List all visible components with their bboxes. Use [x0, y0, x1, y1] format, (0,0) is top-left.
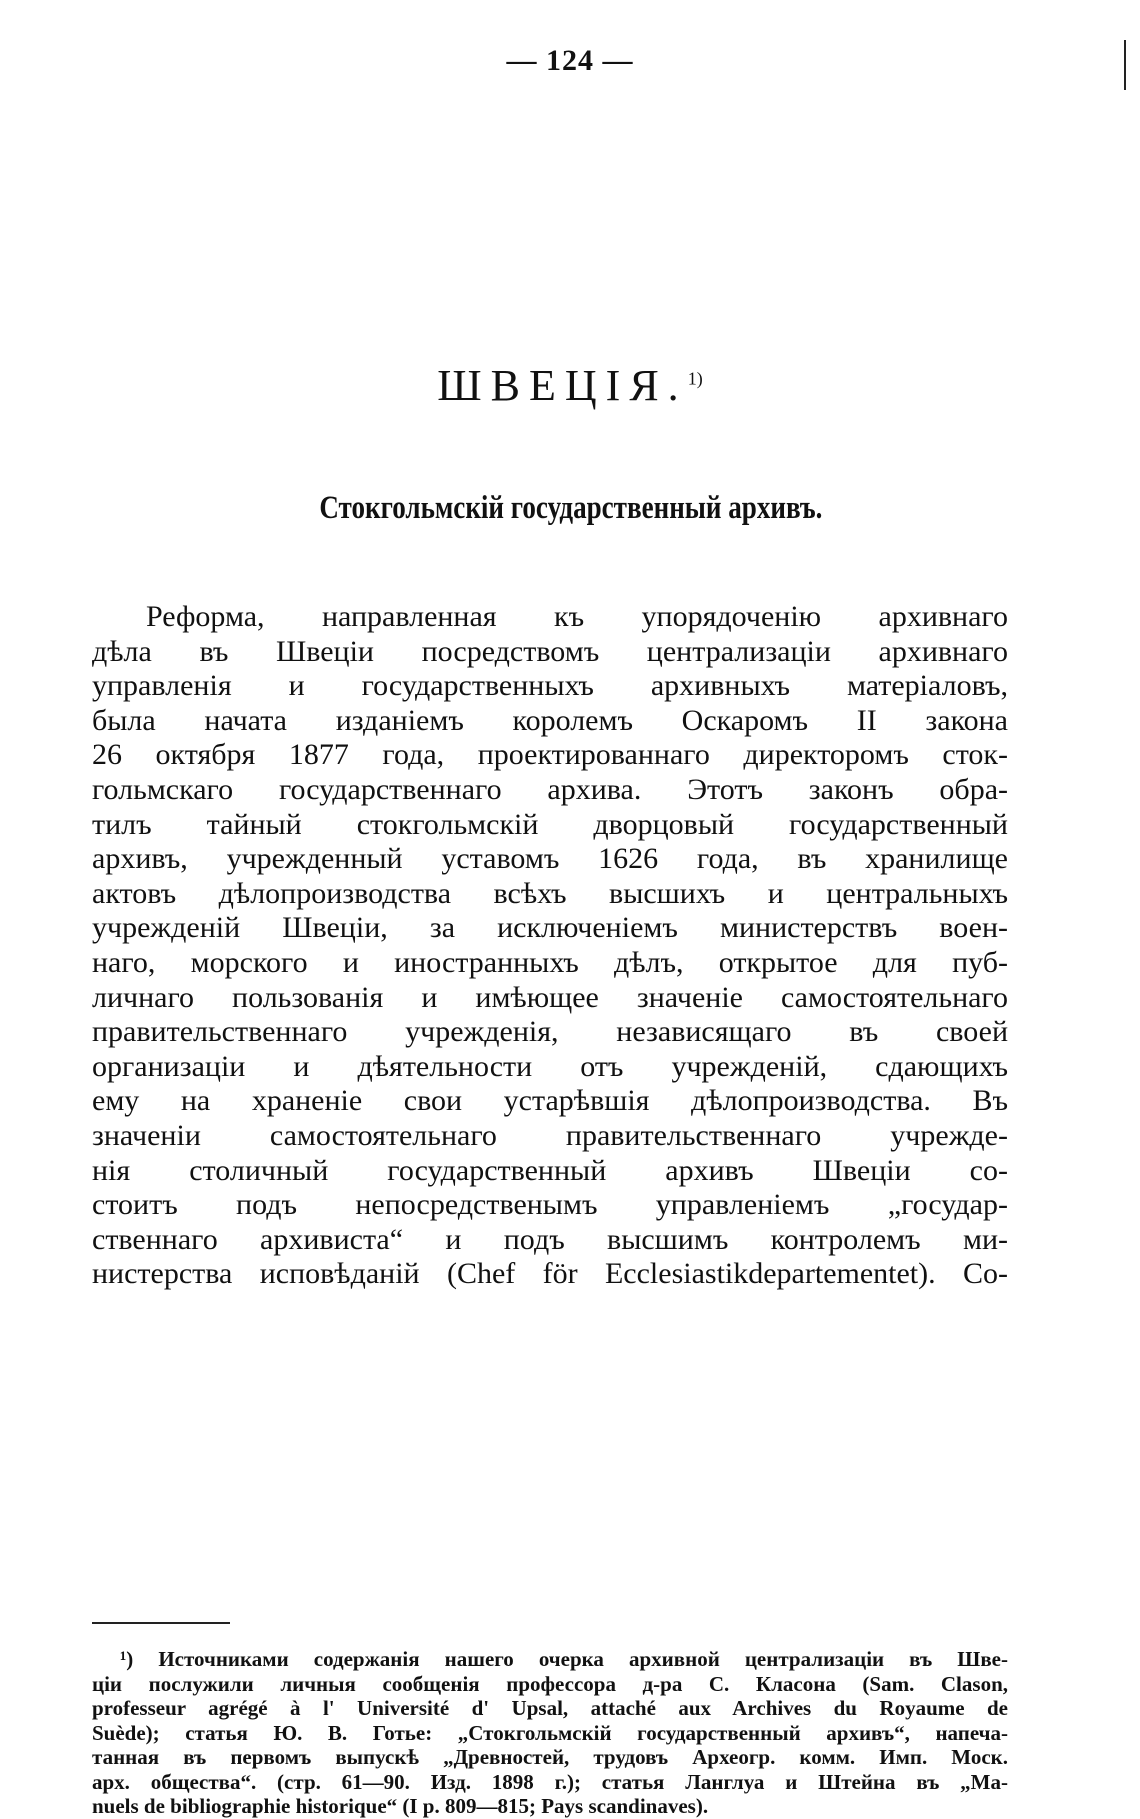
- body-line: личнаго пользованія и имѣющее значеніе самостоятельнаго: [92, 980, 1008, 1014]
- footnote: [92, 1647, 1008, 1819]
- body-line: Реформа, направленная къ упорядоченію архивнаго: [146, 600, 1008, 633]
- body-line: ему на храненіе свои устарѣвшія дѣлопроизводства. Въ: [92, 1084, 1008, 1118]
- scan-margin-mark: [1124, 40, 1126, 90]
- footnote-line: ціи послужили личныя сообщенія профессора д-ра С. Класона (Sam. Clason,: [92, 1671, 1008, 1696]
- body-line: организаціи и дѣятельности отъ учрежденій, сдающихъ: [92, 1049, 1008, 1083]
- body-line: значеніи самостоятельнаго правительственнаго учрежде-: [92, 1118, 1008, 1152]
- footnote-separator: [92, 1622, 230, 1624]
- body-paragraph: [92, 600, 1008, 1292]
- body-line: тилъ тайный стокгольмскій дворцовый государственный: [92, 807, 1008, 841]
- section-subtitle: Стокгольмскій государственный архивъ.: [319, 490, 823, 526]
- chapter-title: [0, 360, 1140, 411]
- chapter-title-text: ШВЕЦІЯ.: [437, 361, 688, 410]
- body-line: нистерства исповѣданій (Chef för Ecclesiastikdepartementet). Со-: [92, 1257, 1008, 1291]
- body-line: управленія и государственныхъ архивныхъ матеріаловъ,: [92, 669, 1008, 703]
- body-line: архивъ, учрежденный уставомъ 1626 года, въ хранилище: [92, 842, 1008, 876]
- footnote-line: nuels de bibliographie historique“ (I p. 809—815; Pays scandinaves).: [92, 1794, 709, 1818]
- body-line: стоитъ подъ непосредственымъ управленіемъ „государ-: [92, 1188, 1008, 1222]
- body-line: 26 октября 1877 года, проектированнаго директоромъ сток-: [92, 738, 1008, 772]
- body-line: учрежденій Швеціи, за исключеніемъ министерствъ воен-: [92, 911, 1008, 945]
- body-line: ственнаго архивиста“ и подъ высшимъ контролемъ ми-: [92, 1222, 1008, 1256]
- body-line: дѣла въ Швеціи посредствомъ централизаціи архивнаго: [92, 634, 1008, 668]
- footnote-line: professeur agrégé à l' Université d' Upsal, attaché aux Archives du Royaume de: [92, 1696, 1008, 1720]
- body-line: гольмскаго государственнаго архива. Этотъ законъ обра-: [92, 772, 1008, 806]
- title-footnote-marker[interactable]: 1): [687, 368, 703, 389]
- footnote-line: арх. общества“. (стр. 61—90. Изд. 1898 г.); статья Ланглуа и Штейна въ „Ma-: [92, 1769, 1008, 1794]
- body-line: актовъ дѣлопроизводства всѣхъ высшихъ и центральныхъ: [92, 876, 1008, 910]
- footnote-line: танная въ первомъ выпускѣ „Древностей, трудовъ Археогр. комм. Имп. Моск.: [92, 1745, 1008, 1769]
- page-number: — 124 —: [506, 44, 634, 77]
- body-line: правительственнаго учрежденія, независящаго въ своей: [92, 1015, 1008, 1049]
- body-line: нія столичный государственный архивъ Швеціи со-: [92, 1153, 1008, 1187]
- body-line: была начата изданіемъ королемъ Оскаромъ II закона: [92, 703, 1008, 737]
- body-line: наго, морского и иностранныхъ дѣлъ, открытое для пуб-: [92, 945, 1008, 979]
- footnote-line: ¹) Источниками содержанія нашего очерка архивной централизаціи въ Шве-: [120, 1647, 1008, 1671]
- footnote-line: Suède); статья Ю. В. Готье: „Стокгольмскій государственный архивъ“, напеча-: [92, 1720, 1008, 1745]
